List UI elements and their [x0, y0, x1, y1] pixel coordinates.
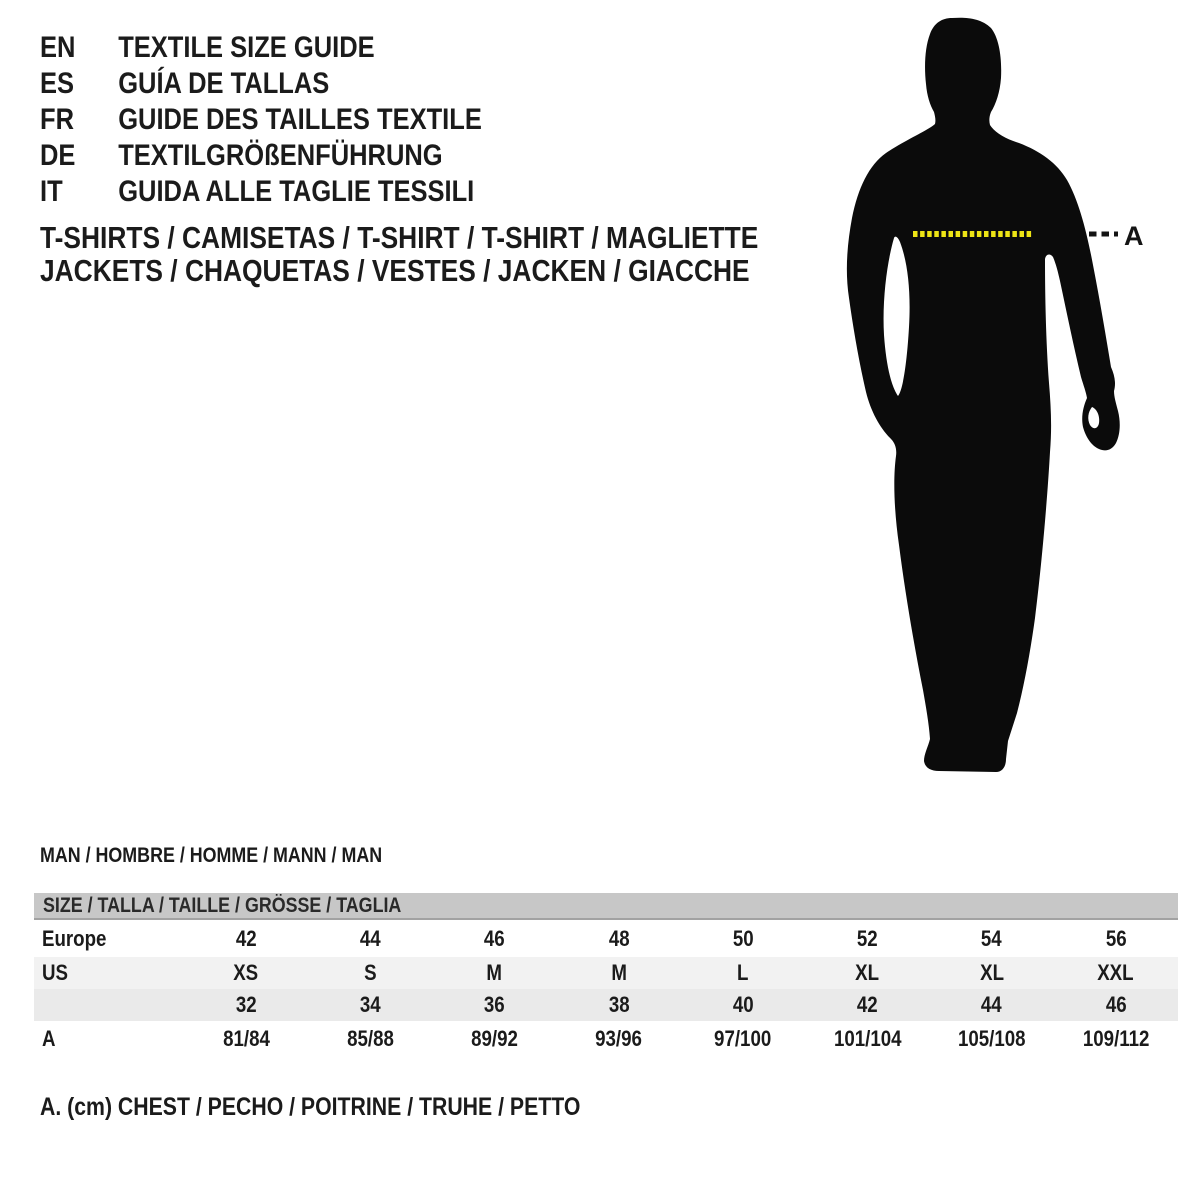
size-value: 93/96 [595, 1026, 643, 1051]
language-title-list [40, 30, 560, 210]
table-row-numeric [34, 989, 1178, 1021]
guide-title: TEXTILE SIZE GUIDE [118, 31, 375, 64]
size-value: 42 [235, 925, 257, 951]
size-value: 56 [1105, 925, 1127, 951]
table-row-us [34, 957, 1178, 989]
measure-label-a: A [1124, 221, 1144, 251]
category-lines [40, 221, 885, 287]
section-heading-man: MAN / HOMBRE / HOMME / MANN / MAN [40, 844, 383, 867]
row-label: US [42, 960, 68, 985]
language-code: ES [40, 67, 75, 100]
size-value: 34 [359, 992, 381, 1017]
size-table [34, 893, 1178, 1057]
size-value: 54 [981, 925, 1003, 951]
size-value: XS [233, 960, 259, 985]
size-value: M [611, 960, 627, 985]
size-value: 52 [856, 925, 878, 951]
size-value: 36 [484, 992, 506, 1017]
table-row-chest-a [34, 1021, 1178, 1057]
language-code: IT [40, 175, 63, 208]
size-value: 42 [856, 992, 878, 1017]
size-value: 44 [359, 925, 381, 951]
category-line-jackets: JACKETS / CHAQUETAS / VESTES / JACKEN / GIACCHE [40, 253, 750, 288]
size-value: 44 [981, 992, 1003, 1017]
size-value: 48 [608, 925, 630, 951]
size-value: L [737, 960, 749, 985]
size-table-header: SIZE / TALLA / TAILLE / GRÖSSE / TAGLIA [34, 893, 1178, 920]
size-value: S [364, 960, 377, 985]
language-code: DE [40, 139, 76, 172]
size-value: 40 [732, 992, 754, 1017]
guide-title: GUIDA ALLE TAGLIE TESSILI [118, 175, 475, 208]
size-value: 89/92 [471, 1026, 519, 1051]
language-row-en [40, 30, 482, 66]
man-silhouette [847, 18, 1120, 772]
size-value: 109/112 [1082, 1026, 1150, 1051]
language-row-de [40, 138, 482, 174]
guide-title: GUÍA DE TALLAS [118, 67, 330, 100]
size-value: M [486, 960, 503, 985]
language-row-fr [40, 102, 482, 138]
table-row-europe [34, 920, 1178, 957]
category-line-tshirts: T-SHIRTS / CAMISETAS / T-SHIRT / T-SHIRT / MAGLIETTE [40, 220, 759, 255]
size-value: 50 [732, 925, 754, 951]
size-value: 46 [484, 925, 506, 951]
size-value: 105/108 [957, 1026, 1026, 1051]
measurement-footnote: A. (cm) CHEST / PECHO / POITRINE / TRUHE / PETTO [40, 1093, 581, 1121]
language-code: FR [40, 103, 74, 136]
size-value: 32 [235, 992, 257, 1017]
size-value: 85/88 [346, 1026, 394, 1051]
row-label: Europe [42, 925, 107, 951]
guide-title: TEXTILGRÖßENFÜHRUNG [118, 139, 443, 172]
size-value: 97/100 [714, 1026, 772, 1051]
size-value: XL [979, 960, 1004, 985]
size-value: 38 [608, 992, 630, 1017]
language-row-it [40, 174, 482, 210]
size-value: 46 [1105, 992, 1127, 1017]
language-code: EN [40, 31, 76, 64]
language-row-es [40, 66, 482, 102]
size-value: 81/84 [222, 1026, 270, 1051]
size-value: XXL [1097, 960, 1135, 985]
size-value: 101/104 [833, 1026, 902, 1051]
size-value: XL [855, 960, 880, 985]
row-label: A [42, 1026, 56, 1051]
guide-title: GUIDE DES TAILLES TEXTILE [118, 103, 482, 136]
man-silhouette-figure [800, 0, 1160, 800]
